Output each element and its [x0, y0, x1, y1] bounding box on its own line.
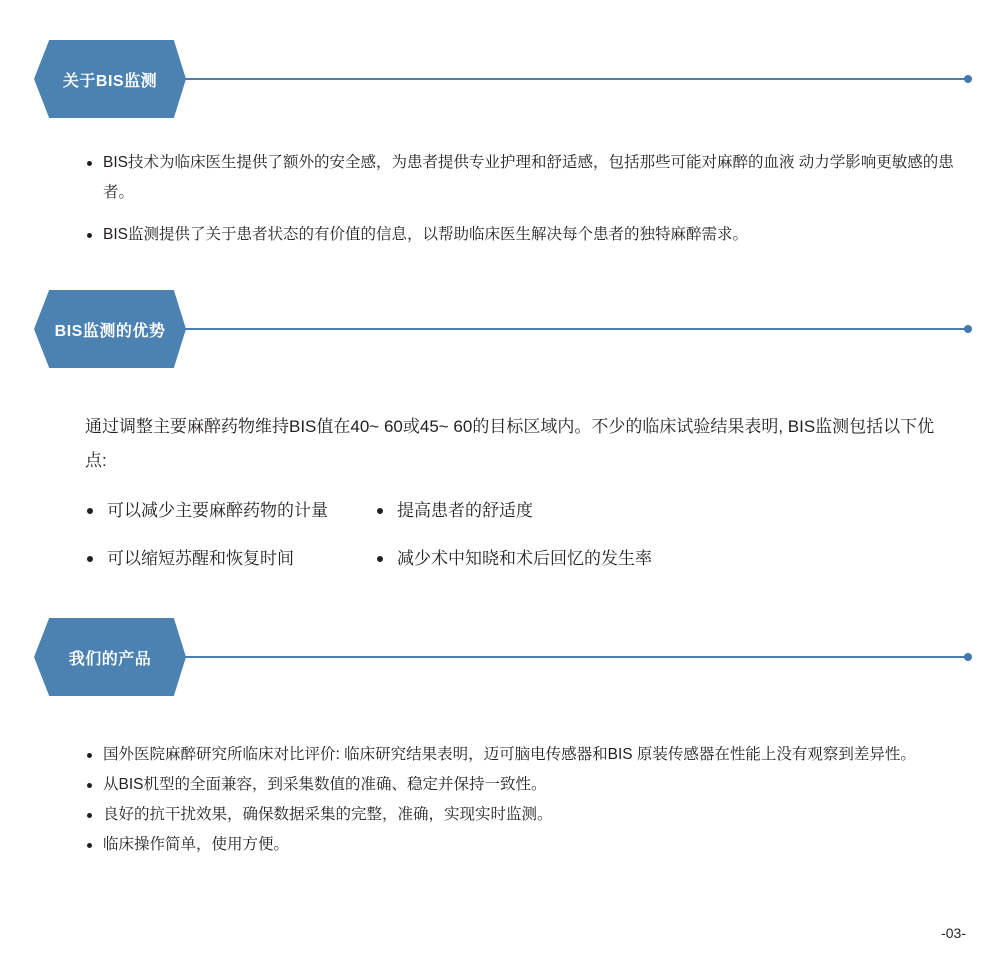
section-title-our-products: 我们的产品	[68, 650, 152, 668]
section-body-our-products	[85, 740, 960, 860]
header-rule	[150, 328, 966, 330]
list-item: BIS监测提供了关于患者状态的有价值的信息，以帮助临床医生解决每个患者的独特麻醉需求。	[85, 220, 960, 250]
page-number: -03-	[941, 925, 966, 941]
hexagon-label-wrap	[34, 618, 186, 696]
hexagon-label-wrap	[34, 40, 186, 118]
section-header-about-bis	[0, 40, 1000, 120]
header-rule	[150, 656, 966, 658]
section-header-advantages	[0, 290, 1000, 370]
list-item: 减少术中知晓和术后回忆的发生率	[375, 544, 895, 574]
section-title-advantages: BIS监测的优势	[54, 322, 166, 340]
bullet-list-about-bis	[85, 148, 960, 250]
advantages-grid	[85, 478, 940, 574]
list-item: 从BIS机型的全面兼容，到采集数值的准确、稳定并保持一致性。	[85, 770, 960, 800]
section-body-advantages	[85, 410, 940, 574]
list-item: 提高患者的舒适度	[375, 496, 895, 526]
section-body-about-bis	[85, 148, 960, 250]
header-rule	[150, 78, 966, 80]
header-end-dot	[964, 75, 972, 83]
header-end-dot	[964, 325, 972, 333]
list-item: 良好的抗干扰效果，确保数据采集的完整，准确，实现实时监测。	[85, 800, 960, 830]
list-item: 可以缩短苏醒和恢复时间	[85, 544, 375, 574]
bullet-list-our-products	[85, 740, 960, 860]
section-header-our-products	[0, 618, 1000, 698]
list-item: 临床操作简单，使用方便。	[85, 830, 960, 860]
list-item: 国外医院麻醉研究所临床对比评价: 临床研究结果表明，迈可脑电传感器和BIS 原装传感器在性能上没有观察到差异性。	[85, 740, 960, 770]
hexagon-label-wrap	[34, 290, 186, 368]
list-item: BIS技术为临床医生提供了额外的安全感，为患者提供专业护理和舒适感，包括那些可能对麻醉的血液 动力学影响更敏感的患者。	[85, 148, 960, 208]
advantages-paragraph: 通过调整主要麻醉药物维持BIS值在40~ 60或45~ 60的目标区域内。不少的临床试验结果表明, BIS监测包括以下优点:	[85, 417, 935, 470]
document-page	[0, 40, 1000, 959]
section-title-about-bis: 关于BIS监测	[62, 72, 158, 90]
header-end-dot	[964, 653, 972, 661]
list-item: 可以减少主要麻醉药物的计量	[85, 496, 375, 526]
